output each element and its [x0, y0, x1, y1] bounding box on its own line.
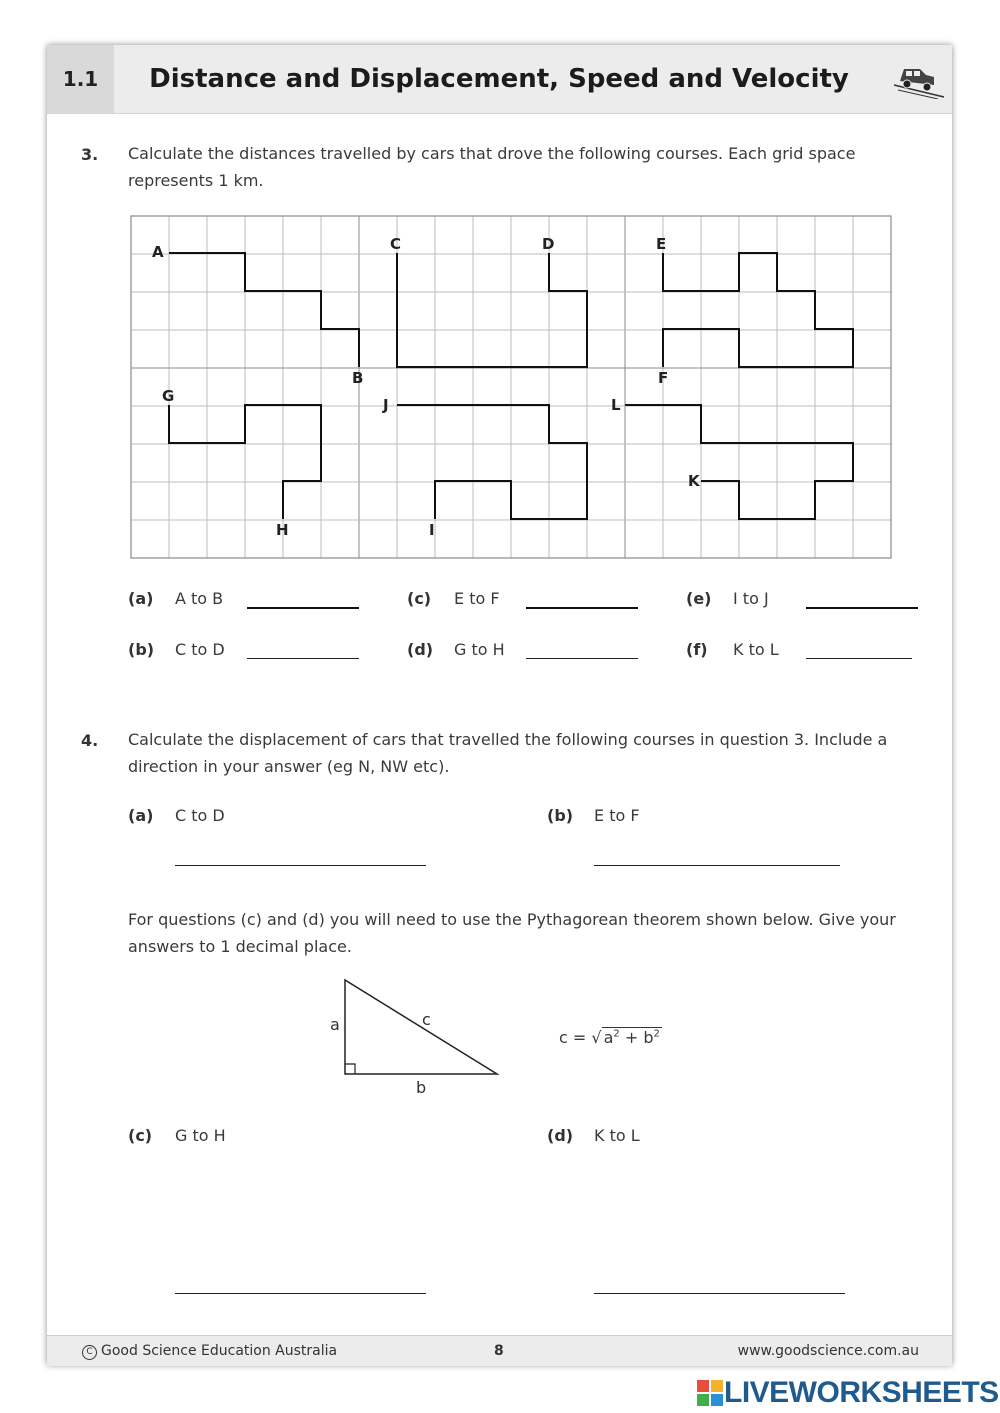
page-title: Distance and Displacement, Speed and Velocity [149, 64, 849, 94]
grid-label-h: H [276, 521, 289, 539]
q3-part-d-label: (d) [407, 640, 434, 659]
sqrt-sign-icon: √ [591, 1028, 602, 1047]
q4-part-d-label: (d) [547, 1126, 574, 1145]
section-number: 1.1 [47, 45, 114, 113]
q4-part-c-label: (c) [128, 1126, 153, 1145]
grid-label-g: G [162, 387, 175, 405]
course-grid [130, 215, 894, 561]
question-3-text: Calculate the distances travelled by cars that drove the following courses. Each grid space represents 1 km. [128, 144, 856, 190]
grid-label-j: J [383, 396, 389, 414]
footer-copyright [82, 1336, 337, 1366]
q4-part-a-label: (a) [128, 806, 154, 825]
q3-part-e-answer-line[interactable] [806, 607, 918, 609]
q4-part-b-text: E to F [594, 806, 640, 825]
page-footer [47, 1335, 952, 1366]
formula-radicand [602, 1027, 662, 1047]
q3-part-a-label: (a) [128, 589, 154, 608]
formula-term-b: + b [619, 1028, 654, 1047]
path-i-to-j [397, 405, 587, 519]
triangle-side-a: a [330, 1015, 340, 1034]
grid-label-i: I [429, 521, 435, 539]
pythagorean-formula [559, 1027, 662, 1047]
formula-exp-b: 2 [653, 1028, 660, 1040]
triangle-side-b: b [416, 1078, 427, 1095]
q3-part-f-answer-line[interactable] [806, 658, 912, 659]
path-a-to-b [169, 253, 359, 367]
q3-part-b-answer-line[interactable] [247, 658, 359, 659]
q3-part-c-label: (c) [407, 589, 432, 608]
grid-label-d: D [542, 235, 555, 253]
grid-label-a: A [152, 243, 164, 261]
q4-part-b-label: (b) [547, 806, 574, 825]
q4-part-d-answer-line[interactable] [594, 1293, 845, 1294]
q3-part-c-text: E to F [454, 589, 500, 608]
q3-part-f-label: (f) [686, 640, 708, 659]
q4-part-a-answer-line[interactable] [175, 865, 426, 866]
page-header [47, 45, 952, 114]
car-on-slope-icon [890, 59, 946, 99]
q3-part-a-text: A to B [175, 589, 224, 608]
grid-label-b: B [352, 369, 364, 387]
formula-exp-a: 2 [613, 1028, 620, 1040]
q3-part-d-text: G to H [454, 640, 505, 659]
liveworksheets-logo-icon [697, 1380, 723, 1406]
copyright-icon: C [82, 1345, 97, 1360]
grid-label-f: F [658, 369, 669, 387]
formula-lhs: c = [559, 1028, 592, 1047]
q3-part-b-text: C to D [175, 640, 225, 659]
question-4-text: Calculate the displacement of cars that travelled the following courses in question 3. Include a direction in your answer (eg N, NW etc). [128, 730, 888, 776]
q3-part-e-text: I to J [733, 589, 769, 608]
path-e-to-f [663, 253, 853, 367]
grid-label-c: C [390, 235, 402, 253]
footer-copyright-text: Good Science Education Australia [101, 1343, 338, 1359]
worksheet-page [47, 45, 952, 1365]
grid-label-k: K [688, 472, 700, 490]
q3-part-e-label: (e) [686, 589, 712, 608]
q4-part-d-text: K to L [594, 1126, 640, 1145]
q4-part-c-answer-line[interactable] [175, 1293, 426, 1294]
pythagorean-instructions: For questions (c) and (d) you will need to use the Pythagorean theorem shown below. Give your answers to 1 decimal place. [128, 910, 896, 956]
q4-part-a-text: C to D [175, 806, 225, 825]
footer-website[interactable]: www.goodscience.com.au [737, 1343, 919, 1359]
question-4-number: 4. [81, 731, 99, 750]
formula-term-a: a [603, 1028, 614, 1047]
q3-part-d-answer-line[interactable] [526, 658, 638, 659]
right-triangle-diagram [327, 975, 527, 1095]
grid-label-l: L [611, 396, 621, 414]
q4-part-c-text: G to H [175, 1126, 226, 1145]
liveworksheets-text: LIVEWORKSHEETS [724, 1376, 999, 1409]
q3-part-a-answer-line[interactable] [247, 607, 359, 609]
grid-label-e: E [656, 235, 667, 253]
path-c-to-d [397, 253, 587, 367]
q3-part-b-label: (b) [128, 640, 155, 659]
question-3-number: 3. [81, 145, 99, 164]
triangle-side-c: c [422, 1010, 431, 1029]
q3-part-c-answer-line[interactable] [526, 607, 638, 609]
footer-page-number: 8 [494, 1343, 504, 1359]
q4-part-b-answer-line[interactable] [594, 865, 840, 866]
q3-part-f-text: K to L [733, 640, 779, 659]
